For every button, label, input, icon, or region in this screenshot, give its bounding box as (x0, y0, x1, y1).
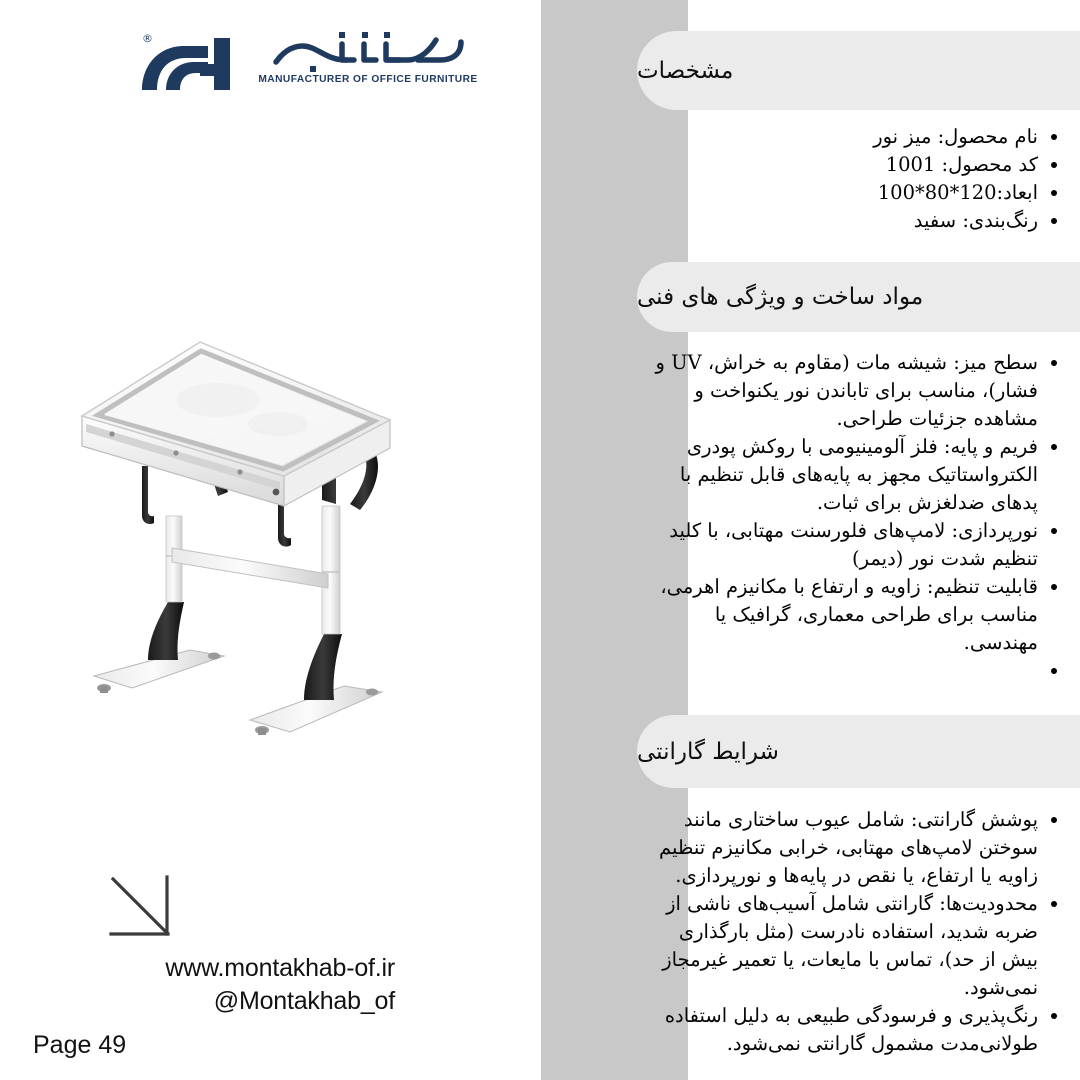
section-specifications (620, 31, 1080, 235)
list-item: ابعاد:120*80*100 (650, 179, 1065, 207)
list-item: قابلیت تنظیم: زاویه و ارتفاع با مکانیزم اهرمی، مناسب برای طراحی معماری، گرافیک یا مهندسی. (650, 573, 1065, 657)
arrow-down-right-corner-icon (107, 873, 177, 943)
list-item: سطح میز: شیشه مات (مقاوم به خراش، UV و فشار)، مناسب برای تاباندن نور یکنواخت و مشاهده جزئیات طراحی. (650, 349, 1065, 433)
list-item: کد محصول: 1001 (650, 151, 1065, 179)
section-title-materials: مواد ساخت و ویژگی های فنی (637, 284, 924, 310)
section-warranty-terms (620, 715, 1080, 1058)
list-item: محدودیت‌ها: گارانتی شامل آسیب‌های ناشی از ضربه شدید، استفاده نادرست (مثل بارگذاری بیش از حد)، تماس با مایعات، یا تعمیر غیرمجاز نمی‌شود. (650, 890, 1065, 1002)
section-materials-and-features (620, 262, 1080, 685)
list-item: رنگ‌پذیری و فرسودگی طبیعی به دلیل استفاده طولانی‌مدت مشمول گارانتی نمی‌شود. (650, 1002, 1065, 1058)
logo-wordmark-icon (268, 26, 468, 72)
section-header-warranty (637, 715, 1080, 788)
right-column (620, 0, 1080, 1080)
logo-mark-wrap (138, 32, 258, 94)
social-handle-link[interactable]: @Montakhab_of (213, 986, 395, 1015)
materials-list (650, 349, 1080, 685)
list-item: رنگ‌بندی: سفید (650, 207, 1065, 235)
section-header-materials (637, 262, 1080, 332)
specifications-list (650, 123, 1080, 235)
section-title-specifications: مشخصات (637, 57, 734, 84)
logo-wordmark-wrap (258, 26, 478, 85)
brand-logo (118, 26, 478, 106)
warranty-list (650, 806, 1080, 1058)
list-item (650, 657, 1065, 685)
product-image (72, 320, 472, 740)
page-number: Page 49 (33, 1031, 127, 1059)
website-link[interactable]: www.montakhab-of.ir (165, 954, 395, 982)
list-item: فریم و پایه: فلز آلومینیومی با روکش پودری الکترواستاتیک مجهز به پایه‌های قابل تنظیم با پدهای ضدلغزش برای ثبات. (650, 433, 1065, 517)
section-header-specifications (637, 31, 1080, 110)
list-item: نورپردازی: لامپ‌های فلورسنت مهتابی، با کلید تنظیم شدت نور (دیمر) (650, 517, 1065, 573)
logo-monogram-icon (138, 32, 258, 94)
list-item: نام محصول: میز نور (650, 123, 1065, 151)
list-item: پوشش گارانتی: شامل عیوب ساختاری مانند سوختن لامپ‌های مهتابی، خرابی مکانیزم تنظیم زاویه یا ارتفاع، یا نقص در پایه‌ها و نورپردازی. (650, 806, 1065, 890)
footer-links (40, 952, 395, 1017)
registered-trademark-icon: ® (142, 32, 153, 45)
logo-tagline: MANUFACTURER OF OFFICE FURNITURE (258, 74, 478, 85)
section-title-warranty: شرایط گارانتی (637, 738, 779, 765)
